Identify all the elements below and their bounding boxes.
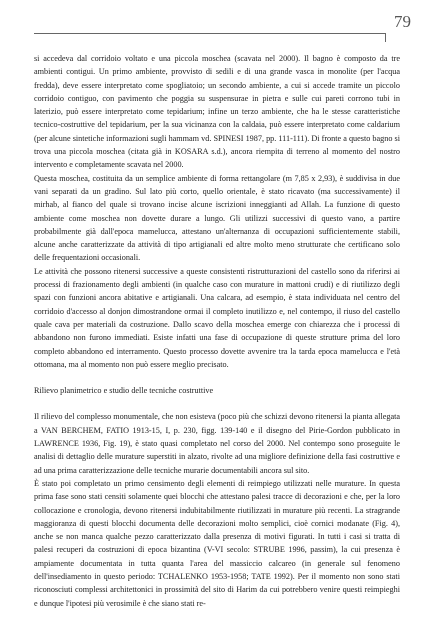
paragraph: si accedeva dal corridoio voltato e una piccola moschea (scavata nel 2000). Il bagno è composto da tre ambienti contigui. Un primo ambiente, provvisto di sedili e di una grande vasca in monolite (per l'acqua fredda), deve essere interpretato come spogliatoio; un secondo ambiente, a cui si accede tramite un piccolo corridoio contiguo, con pavimento che poggia su suspensurae in pietra e sulle cui pareti corrono tubi in laterizio, può essere interpretato come tepidarium; infine un terzo ambiente, che ha le stesse caratteristiche tecnico-costruttive del tepidarium, per la sua vicinanza con la caldaia, può essere interpretato come caldarium (per alcune sintetiche informazioni sugli hammam vd. SPINESI 1987, pp. 111-111). Di fronte a questo bagno si trova una piccola moschea (citata già in KOSARA s.d.), ancora riempita di terreno al momento del nostro intervento e completamente scavata nel 2000. — [34, 54, 400, 170]
paragraph: Il rilievo del complesso monumentale, che non esisteva (poco più che schizzi devono ritenersi la pianta allegata a VAN BERCHEM, FATIO 1913-15, I, p. 230, figg. 139-140 e il disegno del Pirie-Gordon pubblicato in LAWRENCE 1936, Fig. 19), è stato quasi completato nel corso del 2000. Nel contempo sono proseguite le analisi di dettaglio delle murature superstiti in alzato, rivolte ad una migliore definizione della fasi costruttive e ad una prima caratterizzazione delle tecniche murarie documentabili ancora sul sito. — [34, 412, 400, 475]
section-heading: Rilievo planimetrico e studio delle tecniche costruttive — [34, 386, 214, 396]
spacer — [34, 371, 400, 384]
paragraph: Questa moschea, costituita da un semplice ambiente di forma rettangolare (m 7,85 x 2,93), è suddivisa in due vani separati da un gradino. Sul lato più corto, quello orientale, è stato ricavato (ma successivamente) il mirhab, al fianco del quale si trovano incise alcune iscrizioni inneggianti ad Allah. La funzione di questo ambiente come moschea non dovette durare a lungo. Gli utilizzi successivi di questo vano, a partire probabilmente già dall'epoca mamelucca, attestano un'alternanza di occupazioni sufficientemente stabili, alcune anche caratterizzate da attività di tipo artigianali ed altre molto meno strutturate che certificano solo delle frequentazioni occasionali. — [34, 173, 400, 263]
body-text — [34, 52, 400, 610]
spacer — [34, 397, 400, 410]
header-rule-tick — [385, 33, 386, 42]
header-rule — [34, 33, 386, 34]
paragraph: Le attività che possono ritenersi successive a queste consistenti ristrutturazioni del castello sono da riferirsi ai processi di frazionamento degli ambienti (in qualche caso con murature in mattoni crudi) e di riutilizzo degli spazi con funzioni ancora abitative e artigianali. Una calcara, ad esempio, è stata individuata nel centro del corridoio d'accesso al donjon dimostrandone ormai il completo inutilizzo e, nel contempo, il riuso del castello quale cava per materiali da costruzione. Dallo scavo della moschea emerge con chiarezza che i processi di abbandono non furono immediati. Esiste infatti una fase di occupazione di queste strutture prima del loro completo abbandono ed interramento. Questo processo dovette avvenire tra la tarda epoca mamelucca e l'età ottomana, ma al momento non può essere meglio precisato. — [34, 266, 400, 369]
paragraph: È stato poi completato un primo censimento degli elementi di reimpiego utilizzati nelle murature. In questa prima fase sono stati censiti solamente quei blocchi che attestano palesi tracce di decorazioni e che, per la loro collocazione e cronologia, devono ritenersi indubitabilmente riutilizzati in murature più recenti. La stragrande maggioranza di questi blocchi documenta delle decorazioni molto semplici, cioè cornici modanate (Fig. 4), anche se non manca qualche pezzo caratterizzato dalla presenza di motivi figurati. In tutti i casi si tratta di palesi recuperi da costruzioni di epoca bizantina (V-VI secolo: STRUBE 1996, passim), la cui presenza è ampiamente documentata in tutta quanta l'area del massiccio calcareo (in generale sul fenomeno dell'insediamento in questo periodo: TCHALENKO 1953-1958; TATE 1992). Per il momento non sono stati riconosciuti complessi architettonici in prossimità del sito di Harim da cui potrebbero venire questi reimpieghi e dunque l'ipotesi più verosimile è che siano stati re- — [34, 478, 400, 608]
page-number: 79 — [394, 12, 411, 31]
